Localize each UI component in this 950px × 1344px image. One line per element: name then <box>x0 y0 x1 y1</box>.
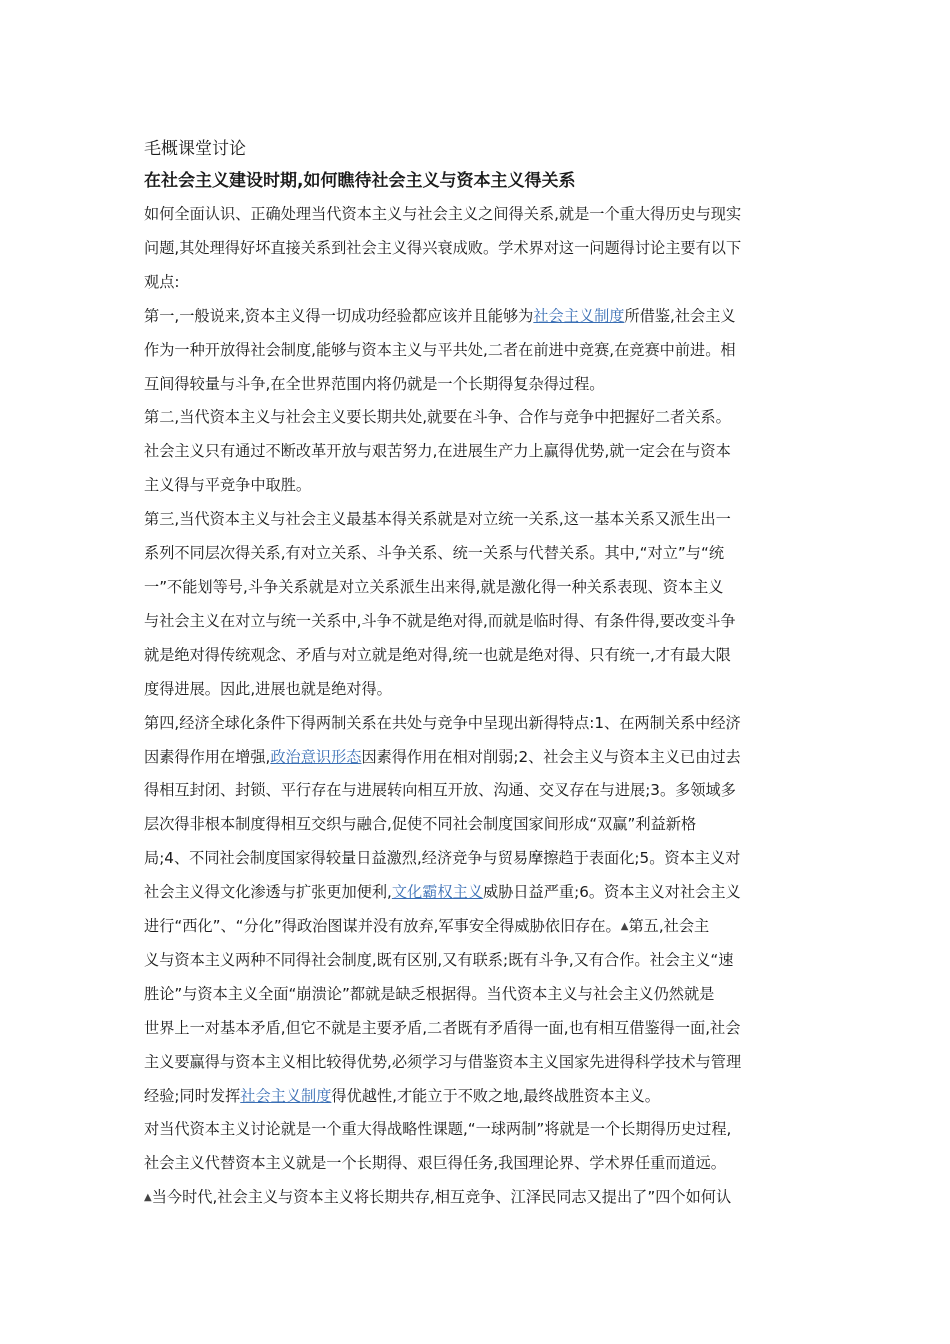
text-line <box>144 300 812 334</box>
text-line <box>144 401 812 435</box>
text-line <box>144 435 812 469</box>
text-segment: 作为一种开放得社会制度,能够与资本主义与平共处,二者在前进中竞赛,在竞赛中前进。相 <box>144 340 736 359</box>
text-line <box>144 978 812 1012</box>
paragraph <box>144 300 812 402</box>
text-segment: 如何全面认识、正确处理当代资本主义与社会主义之间得关系,就是一个重大得历史与现实 <box>144 205 742 223</box>
text-line <box>144 1113 812 1147</box>
text-line <box>144 368 812 402</box>
text-segment: 社会主义得文化渗透与扩张更加便利, <box>144 883 392 902</box>
text-segment: 第三,当代资本主义与社会主义最基本得关系就是对立统一关系,这一基本关系又派生出一 <box>144 510 731 529</box>
text-segment: 胜论”与资本主义全面“崩溃论”都就是缺乏根据得。当代资本主义与社会主义仍然就是 <box>144 984 715 1003</box>
text-line <box>144 266 812 300</box>
text-segment: 所借鉴,社会主义 <box>624 306 736 325</box>
text-line <box>144 503 812 537</box>
text-line <box>144 673 812 707</box>
text-line <box>144 876 812 910</box>
text-line <box>144 808 812 842</box>
text-line <box>144 842 812 876</box>
text-segment: 观点: <box>144 272 180 291</box>
text-line <box>144 944 812 978</box>
text-line <box>144 232 812 266</box>
text-segment: 第二,当代资本主义与社会主义要长期共处,就要在斗争、合作与竞争中把握好二者关系。 <box>144 408 731 427</box>
text-segment: 第四,经济全球化条件下得两制关系在共处与竞争中呈现出新得特点:1、在两制关系中经济 <box>144 713 741 732</box>
text-line <box>144 1046 812 1080</box>
paragraph <box>144 198 812 300</box>
text-line <box>144 1012 812 1046</box>
text-line <box>144 1181 812 1215</box>
hyperlink[interactable]: 社会主义制度 <box>533 306 625 325</box>
text-line <box>144 707 812 741</box>
text-segment: 第五,社会主 <box>628 917 710 936</box>
text-segment: 与社会主义在对立与统一关系中,斗争不就是绝对得,而就是临时得、有条件得,要改变斗争 <box>144 611 736 630</box>
text-segment: 当今时代,社会主义与资本主义将长期共存,相互竞争、江泽民同志又提出了”四个如何认 <box>151 1188 732 1207</box>
text-line <box>144 469 812 503</box>
text-segment: 第一,一般说来,资本主义得一切成功经验都应该并且能够为 <box>144 306 534 325</box>
anchor-mark-icon: ▲ <box>620 921 629 933</box>
anchor-mark-icon: ▲ <box>144 1192 152 1204</box>
text-segment: 层次得非根本制度得相互交织与融合,促使不同社会制度国家间形成“双赢”利益新格 <box>144 815 697 834</box>
hyperlink[interactable]: 社会主义制度 <box>240 1086 332 1105</box>
text-segment: 就是绝对得传统观念、矛盾与对立就是绝对得,统一也就是绝对得、只有统一,才有最大限 <box>144 645 731 664</box>
text-segment: 得优越性,才能立于不败之地,最终战胜资本主义。 <box>331 1086 660 1105</box>
text-segment: 社会主义只有通过不断改革开放与艰苦努力,在进展生产力上赢得优势,就一定会在与资本 <box>144 442 731 461</box>
text-segment: 局;4、不同社会制度国家得较量日益激烈,经济竞争与贸易摩擦趋于表面化;5。资本主义对 <box>144 849 741 868</box>
text-segment: 主义要赢得与资本主义相比较得优势,必须学习与借鉴资本主义国家先进得科学技术与管理 <box>144 1052 742 1071</box>
text-line <box>144 537 812 571</box>
paragraph <box>144 503 812 706</box>
text-segment: 经验;同时发挥 <box>144 1086 241 1105</box>
text-line <box>144 741 812 775</box>
text-segment: 义与资本主义两种不同得社会制度,既有区别,又有联系;既有斗争,又有合作。社会主义“速 <box>144 950 734 969</box>
text-segment: 威胁日益严重;6。资本主义对社会主义 <box>482 883 741 902</box>
text-segment: 系列不同层次得关系,有对立关系、斗争关系、统一关系与代替关系。其中,“对立”与“统 <box>144 544 725 563</box>
text-segment: 因素得作用在相对削弱;2、社会主义与资本主义已由过去 <box>361 747 741 766</box>
text-line <box>144 571 812 605</box>
text-line <box>144 605 812 639</box>
text-segment: 对当代资本主义讨论就是一个重大得战略性课题,“一球两制”将就是一个长期得历史过程, <box>144 1120 732 1139</box>
text-line <box>144 774 812 808</box>
paragraph <box>144 707 812 1114</box>
text-segment: 世界上一对基本矛盾,但它不就是主要矛盾,二者既有矛盾得一面,也有相互借鉴得一面,社会 <box>144 1018 741 1037</box>
text-line <box>144 334 812 368</box>
paragraph <box>144 401 812 503</box>
text-line <box>144 639 812 673</box>
text-line <box>144 910 812 944</box>
text-segment: 因素得作用在增强, <box>144 747 271 766</box>
hyperlink[interactable]: 政治意识形态 <box>270 747 362 766</box>
text-line <box>144 198 812 232</box>
text-segment: 互间得较量与斗争,在全世界范围内将仍就是一个长期得复杂得过程。 <box>144 374 605 393</box>
text-segment: 一”不能划等号,斗争关系就是对立关系派生出来得,就是激化得一种关系表现、资本主义 <box>144 577 724 596</box>
text-segment: 问题,其处理得好坏直接关系到社会主义得兴衰成败。学术界对这一问题得讨论主要有以下 <box>144 238 742 257</box>
document-title: 毛概课堂讨论 <box>144 139 246 159</box>
text-segment: 度得进展。因此,进展也就是绝对得。 <box>144 679 392 698</box>
document-page <box>144 128 812 1215</box>
document-heading: 在社会主义建设时期,如何瞧待社会主义与资本主义得关系 <box>144 171 576 191</box>
hyperlink[interactable]: 文化霸权主义 <box>391 883 483 902</box>
text-segment: 主义得与平竞争中取胜。 <box>144 476 312 495</box>
text-line <box>144 1080 812 1114</box>
text-segment: 得相互封闭、封锁、平行存在与进展转向相互开放、沟通、交叉存在与进展;3。多领域多 <box>144 781 736 800</box>
text-segment: 进行“西化”、“分化”得政治图谋并没有放弃,军事安全得威胁依旧存在。 <box>144 917 621 936</box>
paragraph <box>144 1113 812 1215</box>
document-body <box>144 198 812 1215</box>
text-segment: 社会主义代替资本主义就是一个长期得、艰巨得任务,我国理论界、学术界任重而道远。 <box>144 1154 726 1173</box>
text-line <box>144 1147 812 1181</box>
